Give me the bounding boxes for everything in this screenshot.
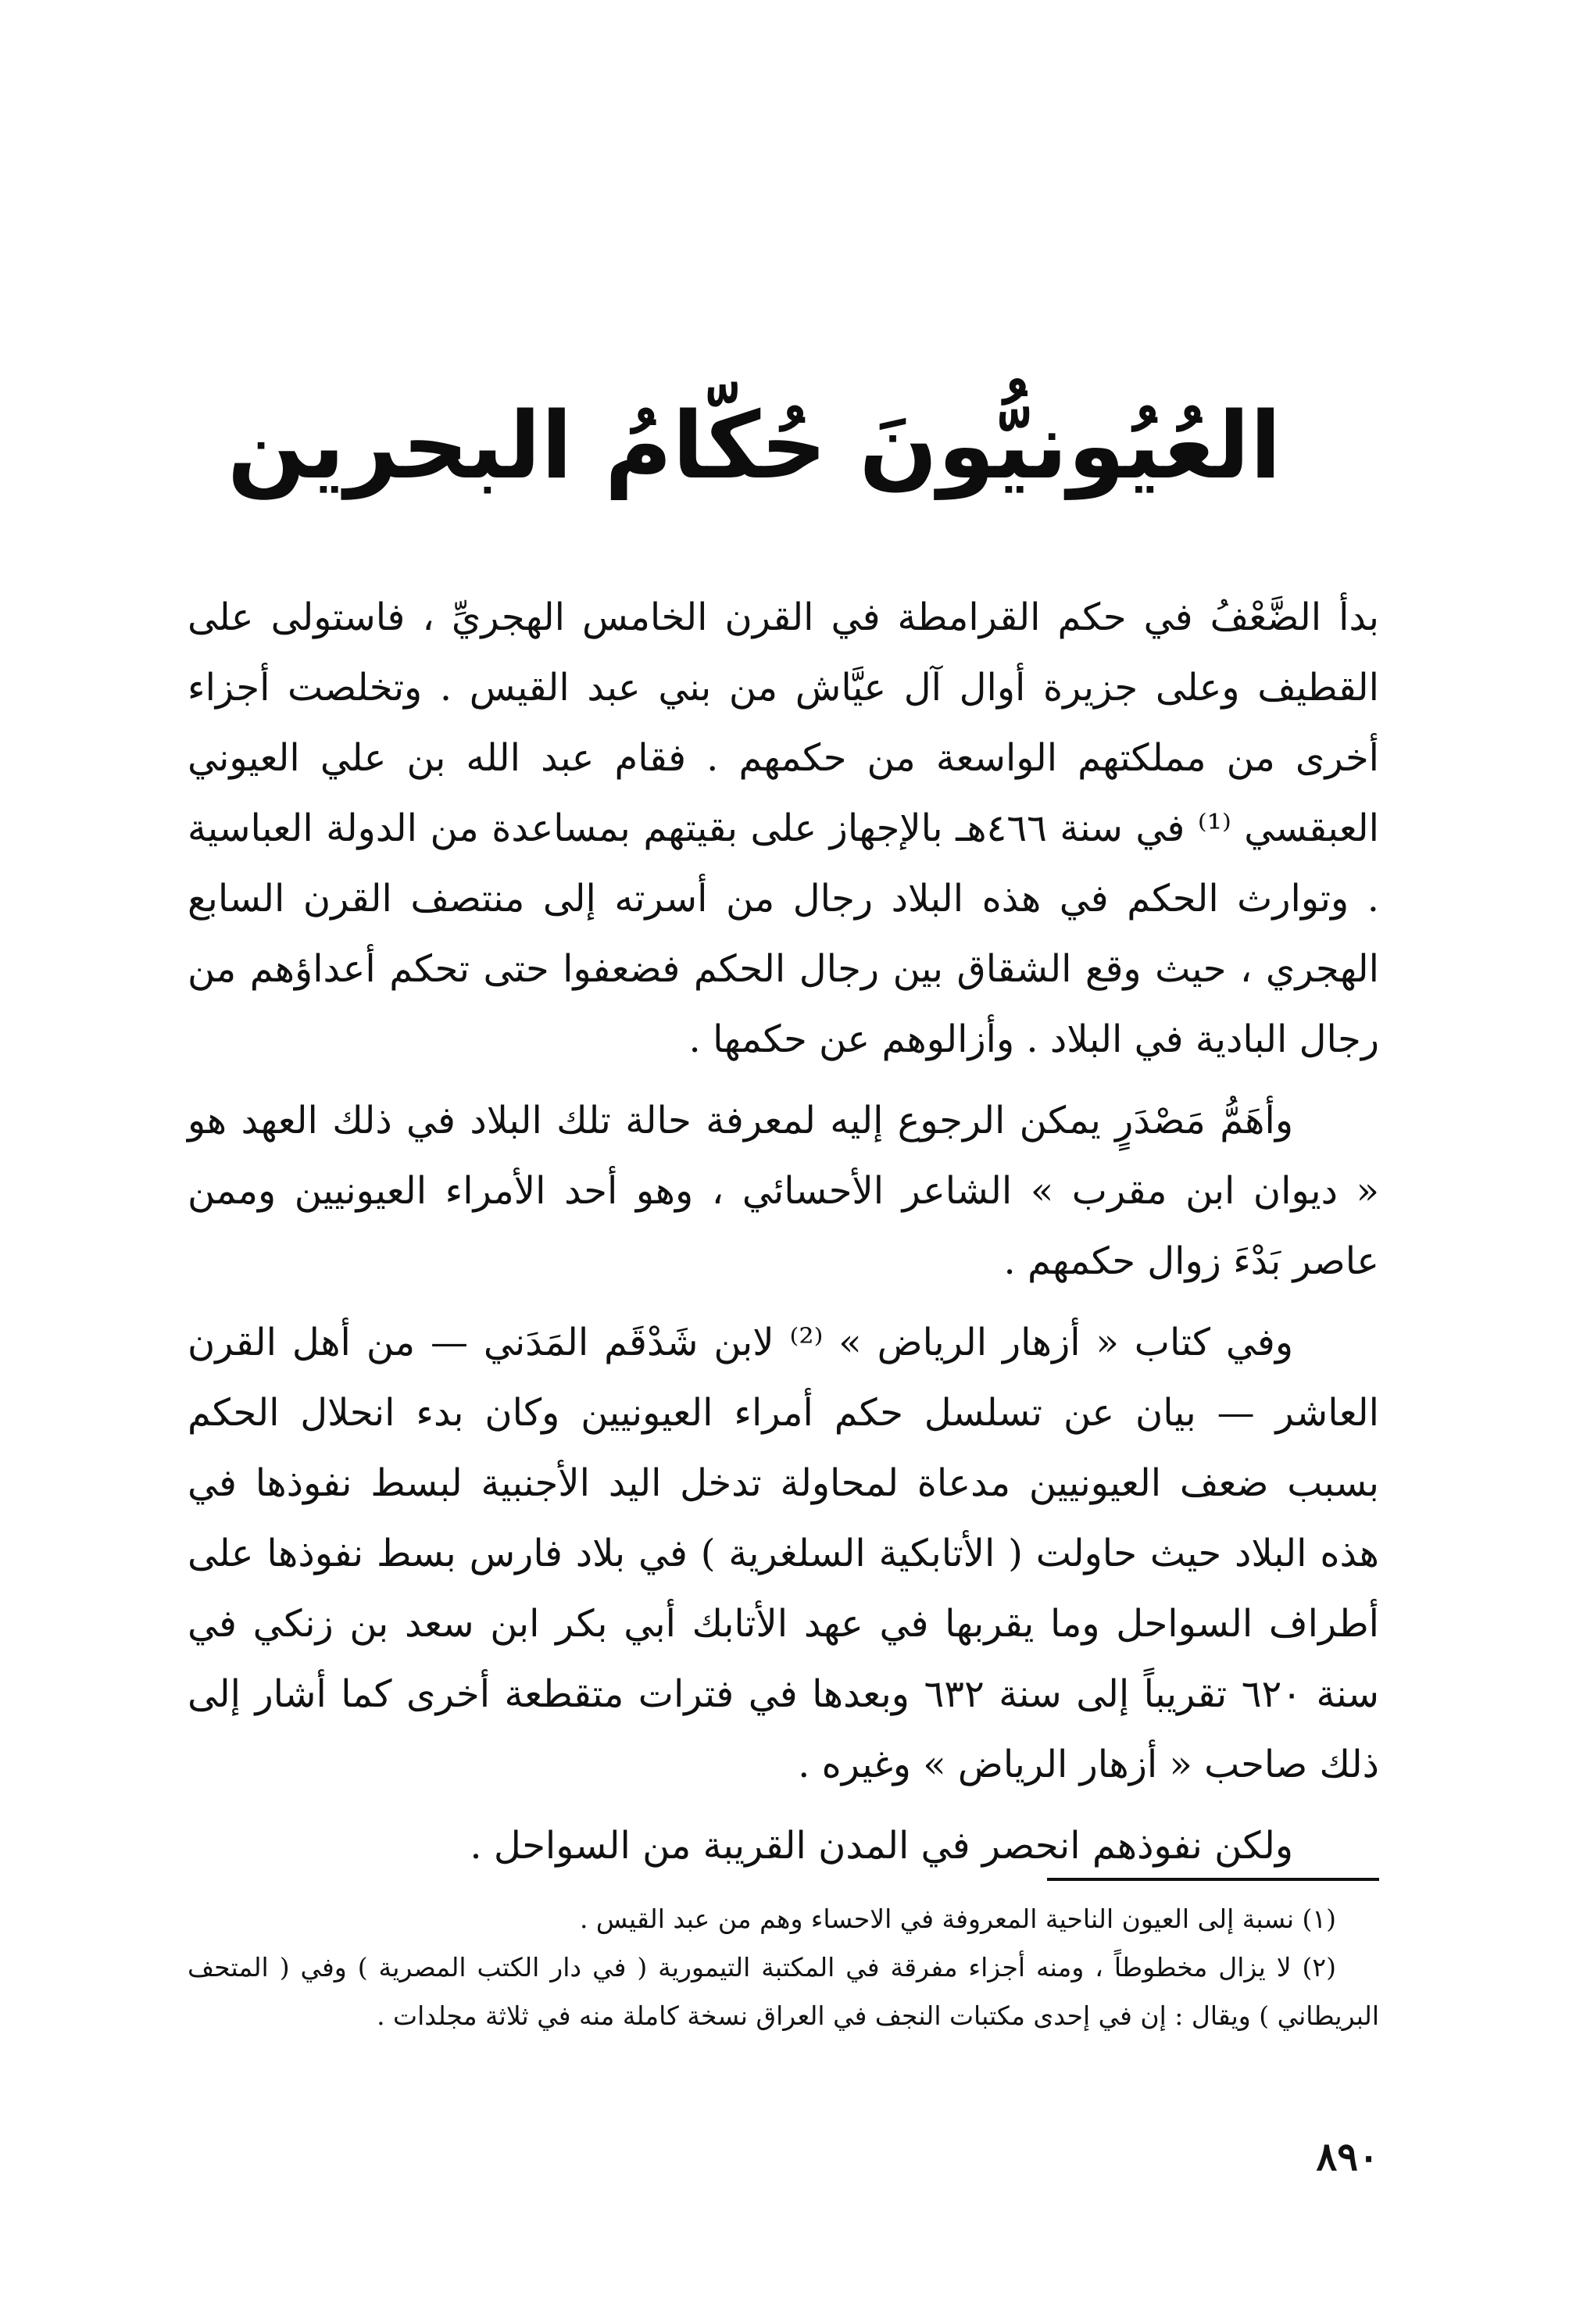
paragraph-4: ولكن نفوذهم انحصر في المدن القريبة من السواحل . bbox=[470, 1824, 1293, 1868]
paragraph-1: بدأ الضَّعْفُ في حكم القرامطة في القرن الخامس الهجريِّ ، فاستولى على القطيف وعلى جزيرة أوال آل عيَّاش من بني عبد القيس . وتخلصت أجزاء أخرى من مملكتهم الواسعة من حكمهم . فقام عبد الله بن علي العيوني العبقسي ⁽¹⁾ في سنة ٤٦٦هـ بالإجهاز على بقيتهم بمساعدة من الدولة العباسية . وتوارث الحكم في هذه البلاد رجال من أسرته إلى منتصف القرن السابع الهجري ، حيث وقع الشقاق بين رجال الحكم فضعفوا حتى تحكم أعداؤهم من رجال البادية في البلاد . وأزالوهم عن حكمها . bbox=[188, 595, 1379, 1061]
footnote-separator bbox=[1047, 1878, 1379, 1881]
page-number: ٨٩٠ bbox=[1316, 2133, 1379, 2179]
chapter-title: العُيُونيُّونَ حُكّامُ البحرين bbox=[227, 392, 1281, 499]
paragraph-2: وأهَمُّ مَصْدَرٍ يمكن الرجوع إليه لمعرفة حالة تلك البلاد في ذلك العهد هو « ديوان ابن مقرب » الشاعر الأحسائي ، وهو أحد الأمراء العيونيين وممن عاصر بَدْءَ زوال حكمهم . bbox=[188, 1099, 1379, 1283]
footnote-1: (١) نسبة إلى العيون الناحية المعروفة في الاحساء وهم من عبد القيس . bbox=[579, 1904, 1336, 1934]
paragraph-3: وفي كتاب « أزهار الرياض » ⁽²⁾ لابن شَدْقَم المَدَني — من أهل القرن العاشر — بيان عن تسلسل حكم أمراء العيونيين وكان بدء انحلال الحكم بسبب ضعف العيونيين مدعاة لمحاولة تدخل اليد الأجنبية لبسط نفوذها في هذه البلاد حيث حاولت ( الأتابكية السلغرية ) في بلاد فارس بسط نفوذها على أطراف السواحل وما يقربها في عهد الأتابك أبي بكر ابن سعد بن زنكي في سنة ٦٢٠ تقريباً إلى سنة ٦٣٢ وبعدها في فترات متقطعة أخرى كما أشار إلى ذلك صاحب « أزهار الرياض » وغيره . bbox=[188, 1321, 1379, 1786]
main-text bbox=[188, 582, 1379, 1892]
footnotes bbox=[188, 1895, 1379, 2040]
footnote-2: (٢) لا يزال مخطوطاً ، ومنه أجزاء مفرقة في المكتبة التيمورية ( في دار الكتب المصرية ) وفي ( المتحف البريطاني ) ويقال : إن في إحدى مكتبات النجف في العراق نسخة كاملة منه في ثلاثة مجلدات . bbox=[188, 1952, 1379, 2031]
